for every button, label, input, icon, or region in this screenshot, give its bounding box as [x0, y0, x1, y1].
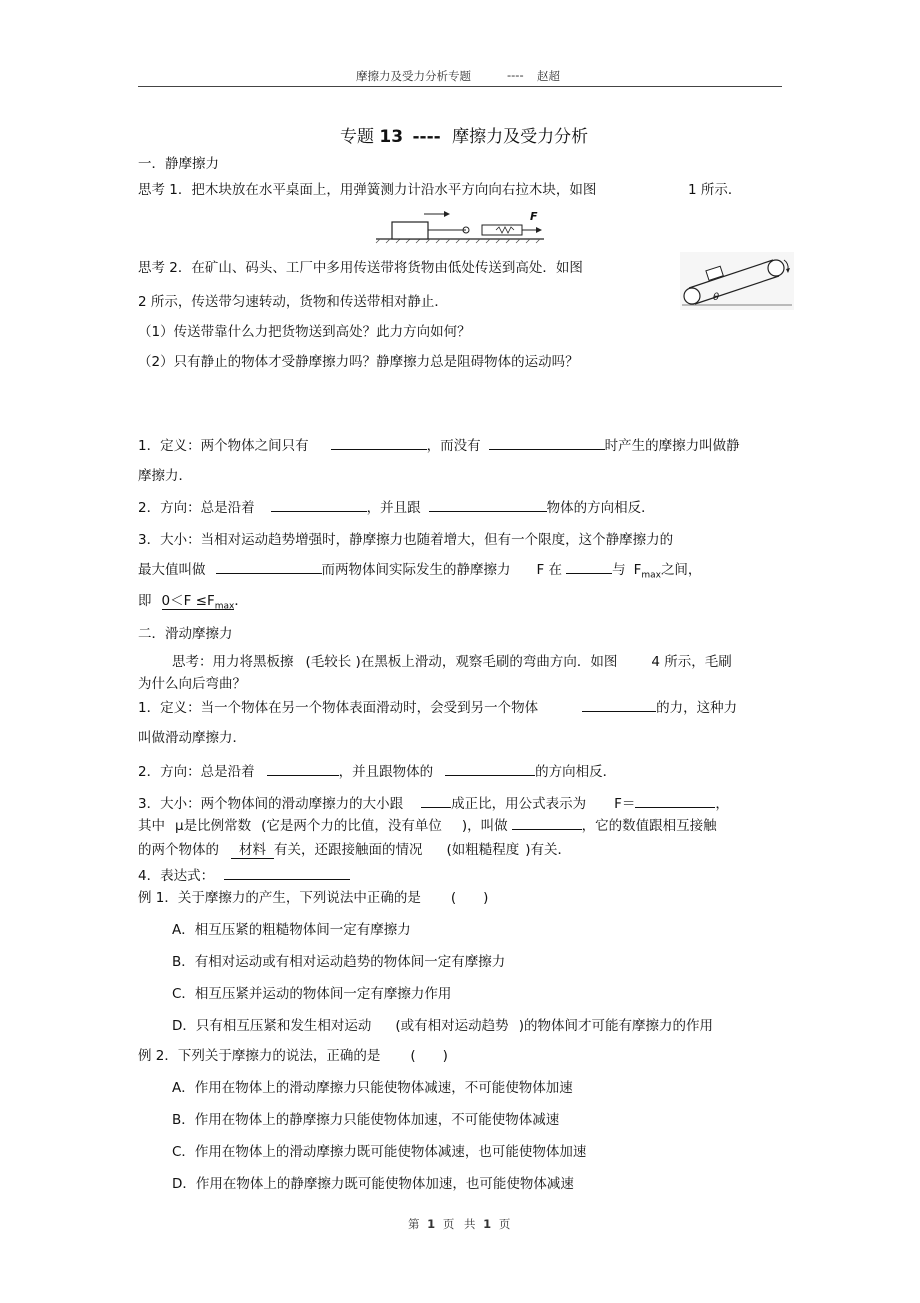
expression-line: 4．表达式：: [138, 864, 350, 884]
blank[interactable]: [582, 697, 656, 712]
blank[interactable]: [216, 559, 322, 574]
static-size-line3: 即 $0<F \le F_{max}$．: [138, 593, 248, 612]
section1-heading: 一．静摩擦力: [138, 156, 219, 172]
question1: （1）传送带靠什么力把货物送到高处？此力方向如何？: [138, 324, 471, 340]
example1-option-a[interactable]: A．相互压紧的粗糙物体间一定有摩擦力: [172, 922, 411, 938]
example1-stem: 例 1．关于摩擦力的产生，下列说法中正确的是 ( ): [138, 890, 489, 906]
blank[interactable]: [489, 435, 605, 450]
blank[interactable]: [421, 793, 451, 808]
example2-option-c[interactable]: C．作用在物体上的滑动摩擦力既可能使物体减速，也可能使物体加速: [172, 1144, 587, 1160]
header-dash: ----: [507, 68, 524, 82]
static-size-line2: 最大值叫做 而两物体间实际发生的静摩擦力 F 在 与 $F_{max}$之间，: [138, 558, 701, 581]
sliding-size-line3: 的两个物体的 材料 有关，还跟接触面的情况 (如粗糙程度 )有关．: [138, 842, 572, 858]
blank[interactable]: [331, 435, 427, 450]
sliding-size-line1: 3．大小：两个物体间的滑动摩擦力的大小跟 成正比，用公式表示为 F＝ ，: [138, 792, 729, 812]
header-rule: [138, 86, 782, 87]
example1-option-b[interactable]: B．有相对运动或有相对运动趋势的物体间一定有摩擦力: [172, 954, 506, 970]
example2-option-d[interactable]: D．作用在物体上的静摩擦力既可能使物体加速，也可能使物体减速: [172, 1176, 574, 1192]
figure1-force-label: F: [530, 210, 538, 223]
figure2-conveyor-belt: [680, 252, 794, 310]
blank[interactable]: [429, 497, 547, 512]
static-definition-line1: 1．定义：两个物体之间只有 ，而没有 时产生的摩擦力叫做静: [138, 434, 740, 454]
static-definition-line2: 摩擦力．: [138, 468, 192, 484]
blank[interactable]: [445, 761, 535, 776]
blank[interactable]: [271, 497, 367, 512]
sliding-direction: 2．方向：总是沿着 ，并且跟物体的 的方向相反．: [138, 760, 616, 780]
sliding-think-line1: 思考：用力将黑板擦 (毛较长 )在黑板上滑动，观察毛刷的弯曲方向．如图 4 所示，毛刷: [172, 654, 732, 670]
sliding-definition-line1: 1．定义：当一个物体在另一个物体表面滑动时，会受到另一个物体 的力，这种力: [138, 696, 737, 716]
sliding-size-line2: 其中 μ是比例常数 (它是两个力的比值，没有单位 )，叫做 ，它的数值跟相互接触: [138, 814, 717, 834]
think1-fig-ref: 1 所示．: [688, 182, 742, 198]
figure1-spring-scale: [372, 208, 548, 244]
sliding-definition-line2: 叫做滑动摩擦力．: [138, 730, 246, 746]
think1-text: 思考 1．把木块放在水平桌面上，用弹簧测力计沿水平方向向右拉木块，如图: [138, 182, 597, 198]
sliding-think-line2: 为什么向后弯曲？: [138, 676, 246, 692]
question2: （2）只有静止的物体才受静摩擦力吗？静摩擦力总是阻碍物体的运动吗？: [138, 354, 579, 370]
page-footer: 第 1 页 共 1 页: [408, 1217, 511, 1231]
example1-option-d[interactable]: D．只有相互压紧和发生相对运动 (或有相对运动趋势 )的物体间才可能有摩擦力的作用: [172, 1018, 713, 1034]
think2-line2: 2 所示，传送带匀速转动，货物和传送带相对静止．: [138, 294, 448, 310]
static-direction: 2．方向：总是沿着 ，并且跟 物体的方向相反．: [138, 496, 655, 516]
blank[interactable]: [566, 559, 612, 574]
blank[interactable]: [224, 865, 350, 880]
blank[interactable]: [512, 815, 582, 830]
section2-heading: 二．滑动摩擦力: [138, 626, 233, 642]
static-size-line1: 3．大小：当相对运动趋势增强时，静摩擦力也随着增大，但有一个限度，这个静摩擦力的: [138, 532, 674, 548]
example2-option-a[interactable]: A．作用在物体上的滑动摩擦力只能使物体减速，不可能使物体加速: [172, 1080, 573, 1096]
figure2-angle-label: θ: [713, 292, 720, 303]
blank[interactable]: [635, 793, 715, 808]
blank[interactable]: [267, 761, 339, 776]
page-title: 专题 13 ---- 摩擦力及受力分析: [340, 127, 589, 147]
header-title: 摩擦力及受力分析专题: [356, 69, 471, 83]
example2-stem: 例 2．下列关于摩擦力的说法，正确的是 ( ): [138, 1048, 448, 1064]
example2-option-b[interactable]: B．作用在物体上的静摩擦力只能使物体加速，不可能使物体减速: [172, 1112, 560, 1128]
example1-option-c[interactable]: C．相互压紧并运动的物体间一定有摩擦力作用: [172, 986, 452, 1002]
think2-line1: 思考 2．在矿山、码头、工厂中多用传送带将货物由低处传送到高处．如图: [138, 260, 583, 276]
header-author: 赵超: [537, 69, 560, 83]
